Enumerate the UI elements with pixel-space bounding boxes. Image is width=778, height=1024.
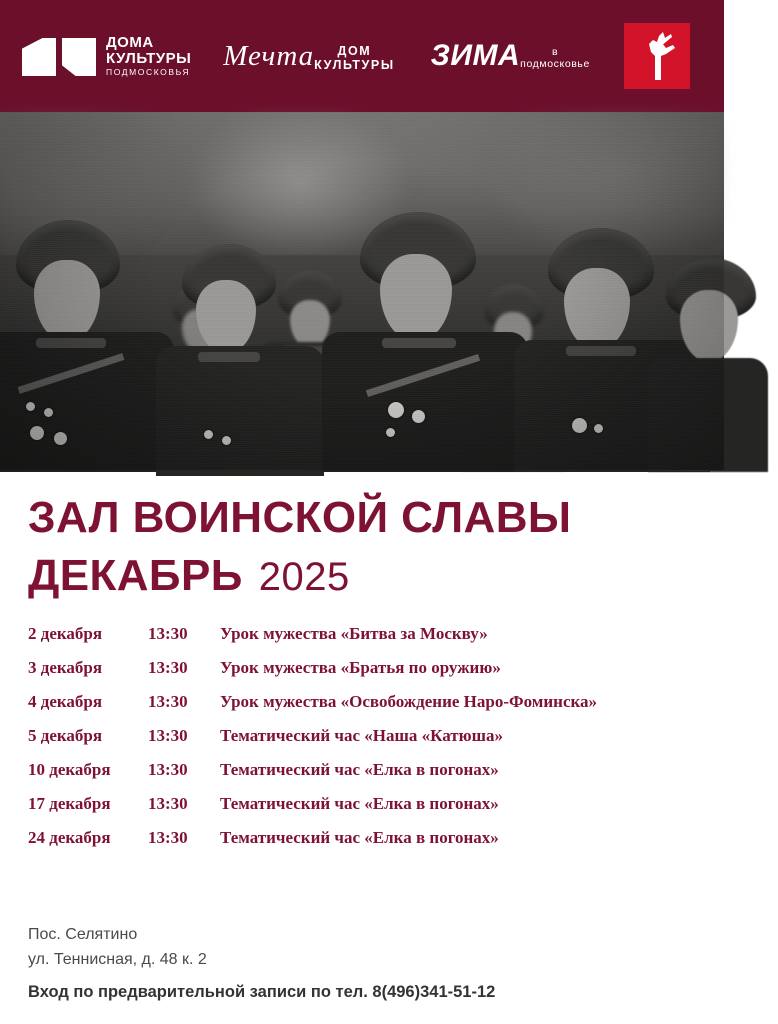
poster-header-bar <box>0 0 759 112</box>
event-title: Урок мужества «Освобождение Наро-Фоминска» <box>220 692 598 711</box>
event-date: 4 декабря <box>28 692 103 711</box>
two-shapes-logo-icon <box>22 32 96 80</box>
address-line-2: ул. Теннисная, д. 48 к. 2 <box>28 951 207 969</box>
event-date: 10 декабря <box>28 760 111 779</box>
event-date: 3 декабря <box>28 658 103 677</box>
logo-mechta-script: Мечта <box>223 39 315 72</box>
table-row <box>28 760 724 794</box>
event-time: 13:30 <box>148 692 188 711</box>
event-time: 13:30 <box>148 658 188 677</box>
monument-figure-svg <box>635 30 679 82</box>
soviet-soldiers-parade-photo <box>0 112 724 470</box>
month-title: ДЕКАБРЬ <box>28 551 243 600</box>
logo-dom-kultury-line3: ПОДМОСКОВЬЯ <box>106 67 191 78</box>
event-time: 13:30 <box>148 624 188 643</box>
event-title: Тематический час «Наша «Катюша» <box>220 726 503 745</box>
logo-dom-kultury <box>0 0 205 112</box>
event-title: Тематический час «Елка в погонах» <box>220 794 499 813</box>
age-rating-badge: 6+ <box>723 38 759 73</box>
event-title: Тематический час «Елка в погонах» <box>220 760 499 779</box>
event-time: 13:30 <box>148 760 188 779</box>
motherland-monument-icon <box>624 23 690 89</box>
table-row <box>28 794 724 828</box>
event-date: 24 декабря <box>28 828 111 847</box>
address-line-1: Пос. Селятино <box>28 926 138 944</box>
page-title: ЗАЛ ВОИНСКОЙ СЛАВЫ <box>28 493 572 542</box>
logo-dom-kultury-line2: КУЛЬТУРЫ <box>106 49 192 67</box>
year-title: 2025 <box>258 555 350 599</box>
logo-zima-title: ЗИМА <box>430 39 521 72</box>
logo-mechta-subtitle: ДОМ КУЛЬТУРЫ <box>314 44 395 72</box>
event-date: 2 декабря <box>28 624 103 643</box>
logo-zima-subtitle: в подмосковье <box>520 45 590 70</box>
footer-info <box>28 923 495 1002</box>
photo-grain <box>0 112 724 470</box>
logo-mechta <box>205 0 412 112</box>
event-date: 17 декабря <box>28 794 111 813</box>
booking-notice: Вход по предварительной записи по тел. 8(496)341-51-12 <box>28 983 496 1001</box>
logo-dom-kultury-line1: ДОМА <box>106 33 154 51</box>
table-row <box>28 726 724 760</box>
emblem-block <box>608 0 706 112</box>
logo-zima <box>413 0 608 112</box>
event-time: 13:30 <box>148 726 188 745</box>
table-row <box>28 828 724 862</box>
table-row <box>28 692 724 726</box>
event-title: Урок мужества «Братья по оружию» <box>220 658 501 677</box>
table-row <box>28 658 724 692</box>
poster-titles <box>0 470 724 600</box>
event-date: 5 декабря <box>28 726 103 745</box>
event-time: 13:30 <box>148 794 188 813</box>
event-title: Тематический час «Елка в погонах» <box>220 828 499 847</box>
event-time: 13:30 <box>148 828 188 847</box>
table-row <box>28 624 724 658</box>
event-title: Урок мужества «Битва за Москву» <box>220 624 488 643</box>
schedule-list <box>0 624 724 862</box>
